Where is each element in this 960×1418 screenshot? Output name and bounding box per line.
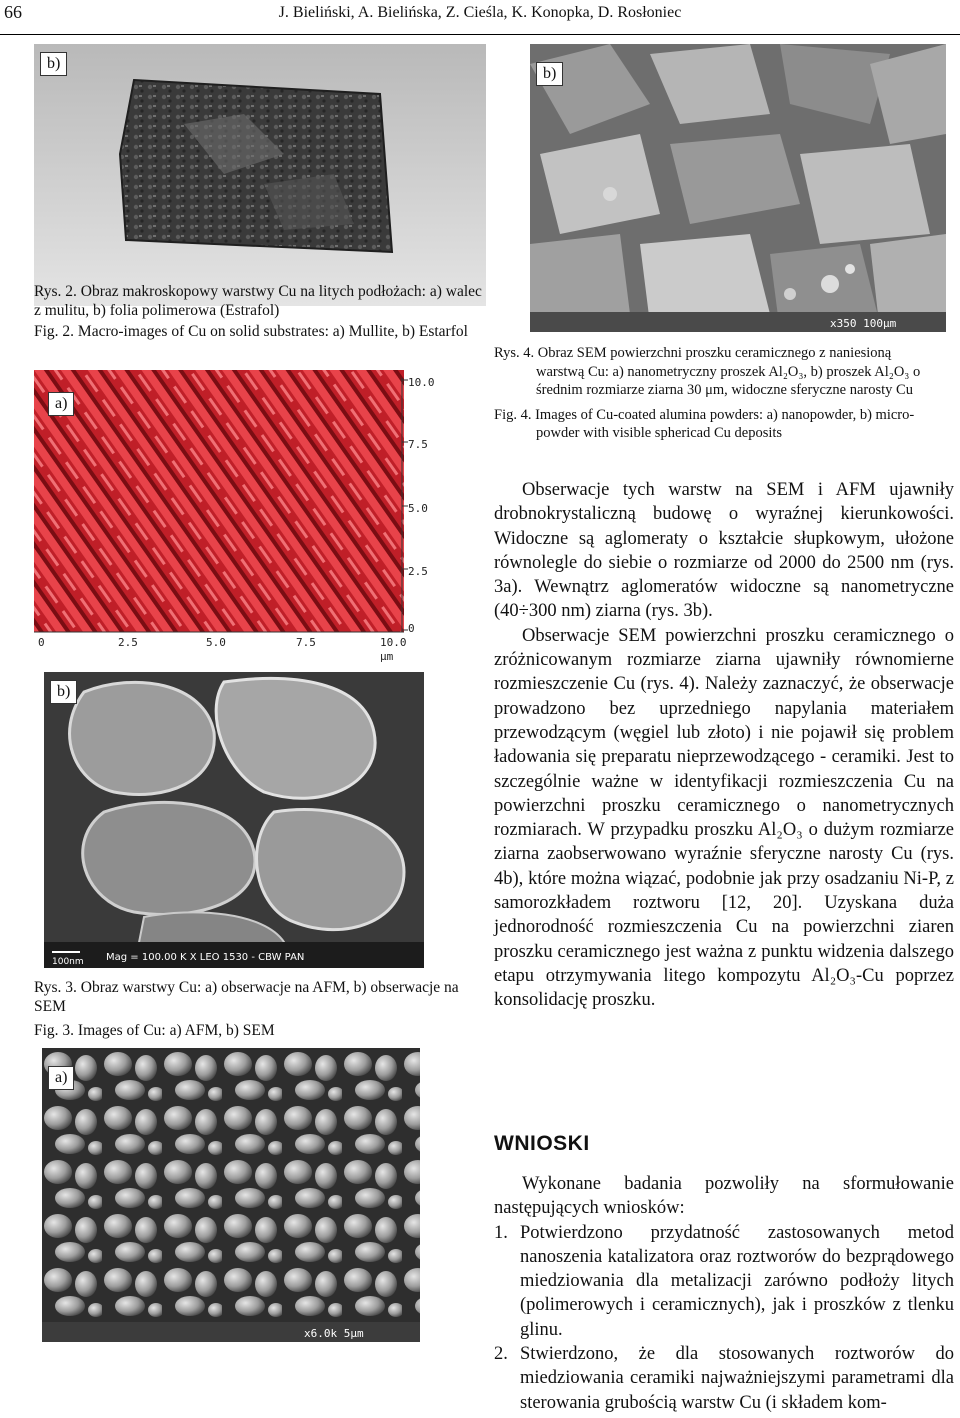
fig2-caption xyxy=(34,282,486,341)
fig2-caption-en: Fig. 2. Macro-images of Cu on solid substrates: a) Mullite, b) Estarfol xyxy=(34,323,468,340)
page-header xyxy=(0,0,960,35)
conclusions-intro: Wykonane badania pozwoliły na sformułowanie następujących wniosków: xyxy=(494,1174,954,1219)
body-paragraph-1: Obserwacje tych warstw na SEM i AFM ujawniły drobnokrystaliczną budowę o wyraźnej kierunkowości. Widoczne są aglomeraty o kształcie słupkowym, ułożone równolegle do siebie o rozmiarze od 2000 do 2500 nm (rys. 3a). Wewnątrz aglomeratów widoczne są nanometryczne (40÷300 nm) ziarna (rys. 3b). xyxy=(494,480,954,622)
page-number: 66 xyxy=(4,2,22,22)
conclusion-number: 2. xyxy=(494,1344,508,1365)
fig3-caption-en: Fig. 3. Images of Cu: a) AFM, b) SEM xyxy=(34,1022,275,1039)
fig4-caption-en-1: Fig. 4. Images of Cu-coated alumina powders: a) nanopowder, b) micro- xyxy=(494,406,915,423)
fig4b-sem-image xyxy=(530,44,946,332)
conclusions-list xyxy=(494,1221,954,1415)
fig3b-panel-label: b) xyxy=(50,680,77,704)
fig2-panel-label: b) xyxy=(40,52,67,76)
fig4b-sem-texture xyxy=(530,44,946,332)
afm-ytick: 0 xyxy=(408,622,415,635)
fig4-caption-en-2: powder with visible sphericad Cu deposits xyxy=(536,425,783,441)
afm-xtick: 10.0 xyxy=(380,636,407,649)
fig4b-scale-label: x350 100μm xyxy=(830,317,897,330)
fig3b-info-label: Mag = 100.00 K X LEO 1530 - CBW PAN xyxy=(106,952,305,963)
afm-right-ticks xyxy=(402,376,435,635)
afm-xtick: 0 xyxy=(38,636,45,649)
fig4b-panel-label: b) xyxy=(536,62,563,86)
afm-xtick: 2.5 xyxy=(118,636,138,649)
afm-xtick: 5.0 xyxy=(206,636,226,649)
afm-ytick: 7.5 xyxy=(408,438,428,451)
fig3-caption xyxy=(34,978,486,1040)
fig2-caption-pl: Rys. 2. Obraz makroskopowy warstwy Cu na litych podłożach: a) walec z mulitu, b) folia polimerowa (Estrafol) xyxy=(34,283,482,319)
conclusion-number: 1. xyxy=(494,1222,508,1243)
fig2-photo xyxy=(34,44,486,306)
conclusion-text: Stwierdzono, że dla stosowanych roztworów do miedziowania ceramiki najważniejszymi parametrami dla sterowania grubością warstw Cu (i składem kom- xyxy=(520,1344,954,1413)
fig4-caption-pl-3: średnim rozmiarze ziarna 30 μm, widoczne sferyczne narosty Cu xyxy=(536,382,913,398)
fig3a-panel-label: a) xyxy=(48,392,74,416)
fig4-caption-pl-2: warstwą Cu: a) nanometryczny proszek Al₂O₃, b) proszek Al₂O₃ o xyxy=(536,363,921,380)
body-paragraph-2: Obserwacje SEM powierzchni proszku ceramicznego o zróżnicowanym rozmiarze ziarna ujawniły równomierne rozmieszczenie Cu (rys. 4). Należy zaznaczyć, że obserwacje prowadzono bez uprzedniego napylania materiałem przewodzącym (węgiel lub złoto) i nie pojawił się problem ładowania się preparatu nieprzewodzącego - ceramiki. Jest to szczególnie ważne w identyfikacji rozmieszczenia Cu na powierzchni proszku ceramicznego o nanometrycznych rozmiarach. W przypadku proszku Al₂O₃ o dużym rozmiarze ziarna zaobserwowano wyraźnie sferyczne narosty Cu (rys. 4b), które można wiązać, podobnie jak przy osadzaniu Ni-P, z samorozkładem roztworu [12, 20]. Uzyskana duża jednorodność rozmieszczenia Cu na powierzchni ziaren proszku ceramicznego jest ważna z punktu widzenia dalszego etapu otrzymywania litego kompozytu Al₂O₃-Cu poprzez konsolidację proszku. xyxy=(494,625,954,1011)
fig4-caption xyxy=(494,344,950,443)
fig4-caption-pl-1: Rys. 4. Obraz SEM powierzchni proszku ceramicznego z naniesioną xyxy=(494,345,892,361)
fig3-caption-pl: Rys. 3. Obraz warstwy Cu: a) obserwacje na AFM, b) obserwacje na SEM xyxy=(34,979,459,1015)
fig4a-scale-label: x6.0k 5μm xyxy=(304,1327,364,1340)
afm-bottom-ticks xyxy=(38,636,407,663)
fig3a-afm-panel xyxy=(34,370,444,664)
fig3b-sem-panel xyxy=(44,672,424,968)
body-paragraphs xyxy=(494,478,954,1013)
authors-line: J. Bieliński, A. Bielińska, Z. Cieśla, K. Konopka, D. Rosłoniec xyxy=(278,4,682,21)
fig2-photo-image xyxy=(34,44,486,306)
afm-ytick: 2.5 xyxy=(408,565,428,578)
conclusion-item xyxy=(494,1221,954,1342)
afm-unit: μm xyxy=(380,650,394,663)
conclusions-block xyxy=(494,1172,954,1415)
conclusion-text: Potwierdzono przydatność zastosowanych metod nanoszenia katalizatora oraz roztworów do bezprądowego miedziowania dla metalizacji zarówno podłoży litych (polimerowych i ceramicznych), jak i proszków z tlenku glinu. xyxy=(520,1222,954,1340)
afm-ytick: 5.0 xyxy=(408,502,428,515)
fig3a-afm-plot xyxy=(34,370,444,664)
fig4a-sem-panel xyxy=(42,1048,420,1342)
fig4a-panel-label: a) xyxy=(48,1066,74,1090)
fig3b-sem-image xyxy=(44,672,424,968)
conclusions-heading: WNIOSKI xyxy=(494,1132,590,1155)
conclusion-item xyxy=(494,1342,954,1415)
fig4a-sem-image xyxy=(42,1048,420,1342)
fig3b-scale-label: 100nm xyxy=(52,957,84,967)
afm-xtick: 7.5 xyxy=(296,636,316,649)
afm-ytick: 10.0 xyxy=(408,376,435,389)
